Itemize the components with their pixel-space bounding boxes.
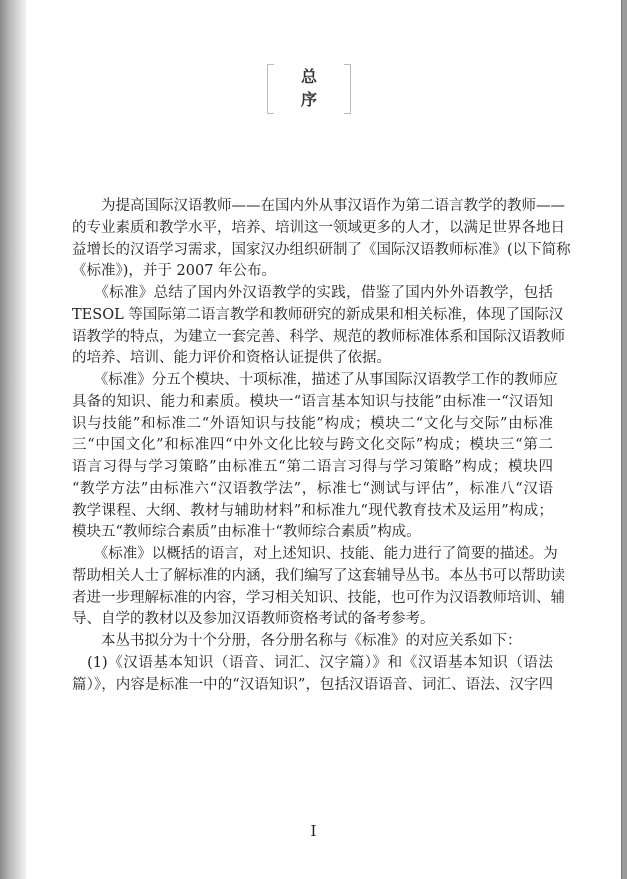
text-line: 语言习得与学习策略”由标准五“第二语言习得与学习策略”构成；模块四 [72,459,553,475]
text-line: 《标准》总结了国内外汉语教学的实践，借鉴了国内外外语教学，包括 [72,285,553,301]
text-line: (1)《汉语基本知识（语音、词汇、汉字篇）》和《汉语基本知识（语法 [72,654,553,671]
text-line: 三“中国文化”和标准四“中外文化比较与跨文化交际”构成；模块三“第二 [72,437,553,454]
text-line: 的培养、培训、能力评价和资格认证提供了依据。 [72,350,391,367]
text-line: 《标准》)，并于 2007 年公布。 [72,263,277,280]
text-line: 的专业素质和教学水平，培养、培训这一领域更多的人才，以满足世界各地日 [72,219,565,236]
title-frame [267,64,351,112]
page-title: 总 序 [300,67,331,109]
text-line: 《标准》分五个模块、十项标准，描述了从事国际汉语教学工作的教师应 [72,372,558,388]
text-line: 者进一步理解标准的内容，学习相关知识、技能，也可作为汉语教师培训、辅 [72,589,565,606]
page-left-shadow [0,0,26,879]
text-line: 本丛书拟分为十个分册，各分册名称与《标准》的对应关系如下： [72,633,522,649]
text-line: TESOL 等国际第二语言教学和教师研究的新成果和相关标准，体现了国际汉 [72,306,564,323]
preface-body [72,196,571,696]
text-line: 为提高国际汉语教师——在国内外从事汉语作为第二语言教学的教师—— [72,198,565,214]
text-line: 导、自学的教材以及参加汉语教师资格考试的备考参考。 [72,611,435,628]
text-line: 益增长的汉语学习需求，国家汉办组织研制了《国际汉语教师标准》(以下简称 [72,241,571,258]
text-line: 《标准》以概括的语言，对上述知识、技能、能力进行了简要的描述。为 [72,546,558,562]
text-line: 语教学的特点，为建立一套完善、科学、规范的教师标准体系和国际汉语教师 [72,328,565,345]
text-line: 篇）》，内容是标准一中的“汉语知识”，包括汉语语音、词汇、语法、汉字四 [72,676,553,693]
text-line: 教学课程、大纲、教材与辅助材料”和标准九“现代教育技术及运用”构成； [72,502,553,519]
text-line: 具备的知识、能力和素质。模块一“语言基本知识与技能”由标准一“汉语知 [72,393,553,410]
text-line: 帮助相关人士了解标准的内涵，我们编写了这套辅导丛书。本丛书可以帮助读 [72,567,565,584]
text-line: 模块五“教师综合素质”由标准十“教师综合素质”构成。 [72,524,421,541]
text-line: “教学方法”由标准六“汉语教学法”，标准七“测试与评估”，标准八“汉语 [72,480,553,497]
page-right-edge [621,0,627,879]
page-number: I [310,822,317,840]
text-line: 识与技能”和标准二“外语知识与技能”构成；模块二“文化与交际”由标准 [72,415,553,432]
